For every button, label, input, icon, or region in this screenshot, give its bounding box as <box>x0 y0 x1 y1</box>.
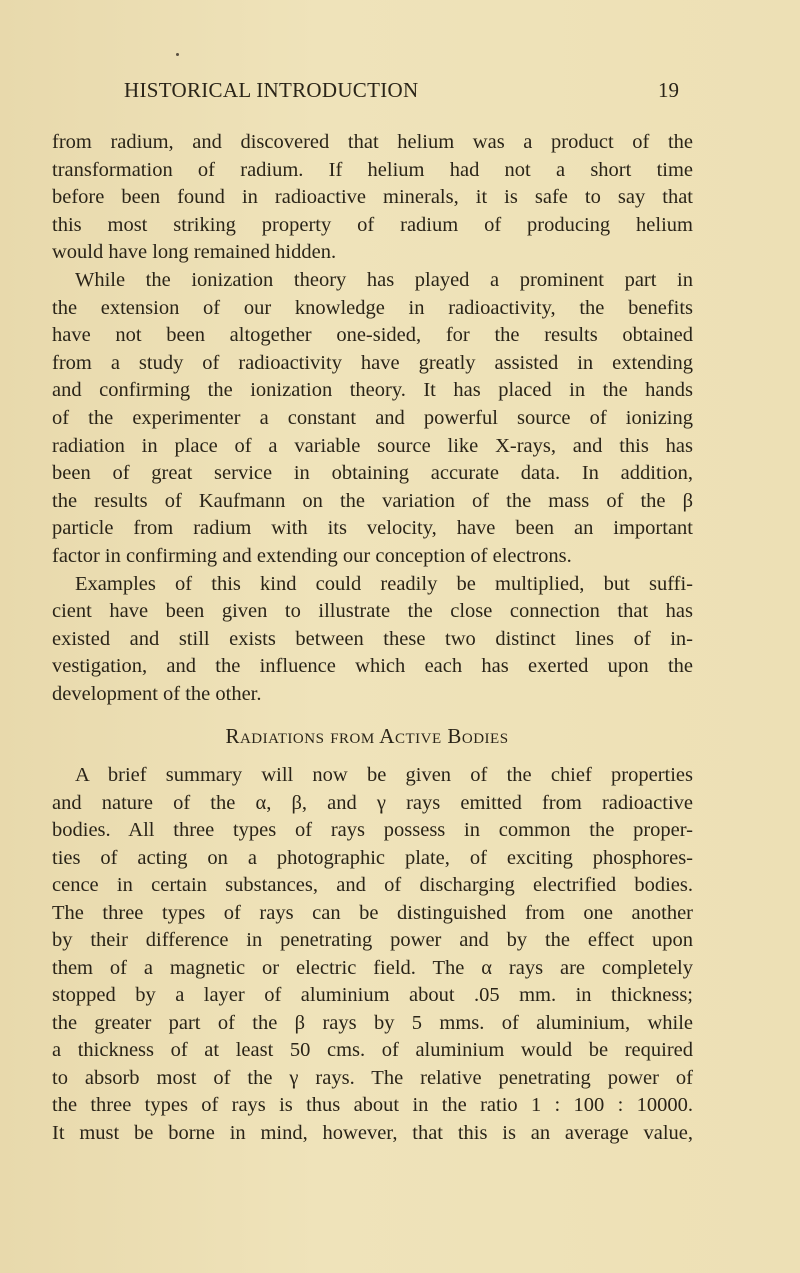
text-line: of the experimenter a constant and powerful source of ionizing <box>52 407 693 429</box>
text-line: radiation in place of a variable source like X-rays, and this has <box>52 434 693 457</box>
text-line: and confirming the ionization theory. It has placed in the hands <box>52 379 693 402</box>
text-line: factor in confirming and extending our conception of electrons. <box>52 545 572 567</box>
text-line: the results of Kaufmann on the variation of the mass of the β <box>52 489 693 512</box>
text-line: been of great service in obtaining accurate data. In addition, <box>52 462 693 485</box>
text-line: before been found in radioactive minerals, it is safe to say that <box>52 186 693 209</box>
text-line: and nature of the α, β, and γ rays emitted from radioactive <box>52 791 693 814</box>
text-line: It must be borne in mind, however, that this is an average value, <box>52 1121 693 1144</box>
text-line: from a study of radioactivity have greatly assisted in extending <box>52 351 693 374</box>
text-line: particle from radium with its velocity, have been an important <box>52 517 693 540</box>
text-line: from radium, and discovered that helium was a product of the <box>52 131 693 153</box>
section-heading: Radiations from Active Bodies <box>225 724 509 748</box>
text-line: bodies. All three types of rays possess in common the proper- <box>52 819 693 841</box>
scan-speck <box>176 53 179 56</box>
text-line: While the ionization theory has played a prominent part in <box>75 269 693 291</box>
text-line: existed and still exists between these two distinct lines of in- <box>52 627 693 650</box>
text-line: cient have been given to illustrate the close connection that has <box>52 600 693 623</box>
text-line: a thickness of at least 50 cms. of aluminium would be required <box>52 1039 693 1061</box>
text-line: them of a magnetic or electric field. The α rays are completely <box>52 956 693 979</box>
text-line: ties of acting on a photographic plate, of exciting phosphores- <box>52 846 693 869</box>
page-number: 19 <box>658 78 679 102</box>
text-line: have not been altogether one-sided, for the results obtained <box>52 324 693 347</box>
text-line: would have long remained hidden. <box>52 241 337 264</box>
text-line: the extension of our knowledge in radioactivity, the benefits <box>52 296 693 319</box>
text-line: cence in certain substances, and of discharging electrified bodies. <box>52 874 693 896</box>
text-line: transformation of radium. If helium had not a short time <box>52 158 693 181</box>
text-line: A brief summary will now be given of the chief properties <box>75 764 693 786</box>
text-line: The three types of rays can be distinguished from one another <box>52 901 693 924</box>
text-line: Examples of this kind could readily be multiplied, but suffi- <box>75 572 693 595</box>
text-line: the three types of rays is thus about in the ratio 1 : 100 : 10000. <box>52 1094 693 1116</box>
text-line: the greater part of the β rays by 5 mms. of aluminium, while <box>52 1011 693 1034</box>
text-line: by their difference in penetrating power and by the effect upon <box>52 929 693 951</box>
running-header: HISTORICAL INTRODUCTION <box>124 78 419 102</box>
text-line: stopped by a layer of aluminium about .05 mm. in thickness; <box>52 984 693 1006</box>
text-line: to absorb most of the γ rays. The relative penetrating power of <box>52 1066 693 1089</box>
text-line: vestigation, and the influence which each has exerted upon the <box>52 655 693 678</box>
text-line: this most striking property of radium of producing helium <box>52 213 693 236</box>
text-line: development of the other. <box>52 683 262 705</box>
